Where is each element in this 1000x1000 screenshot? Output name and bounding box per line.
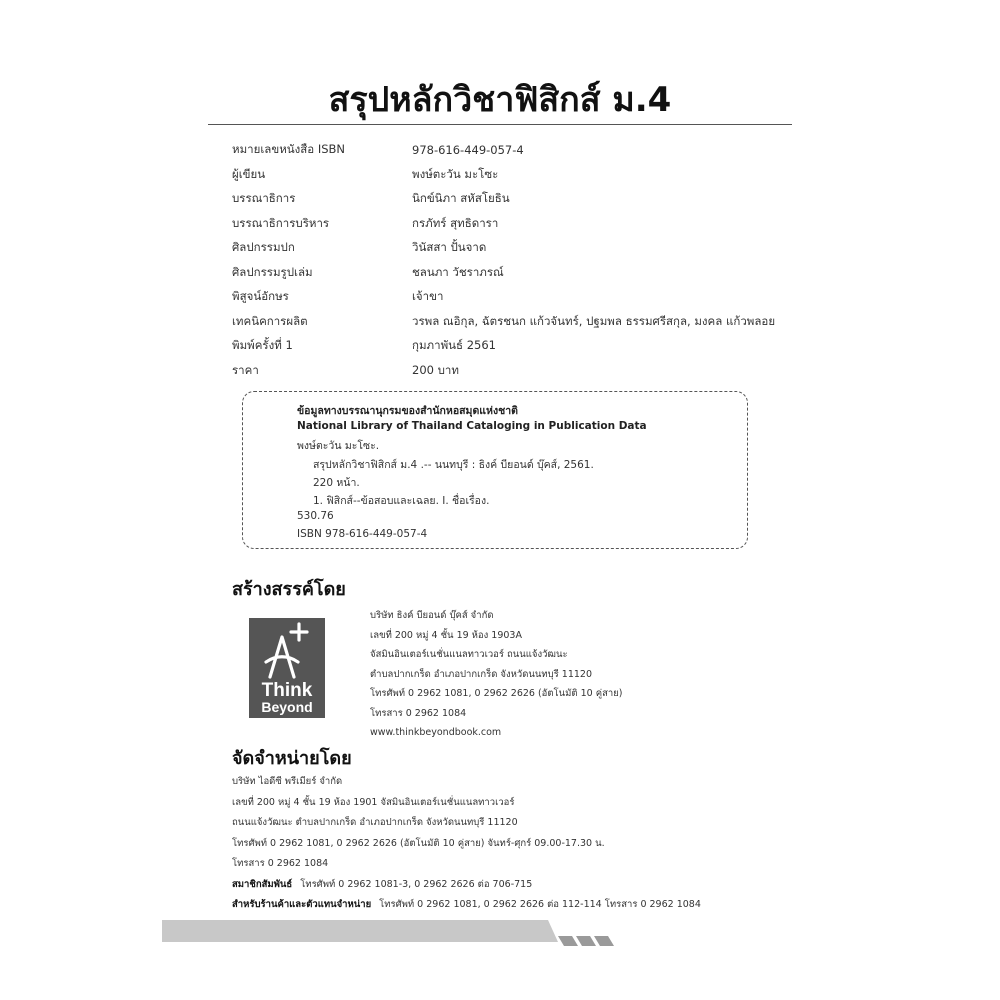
footer-band-stripe-3 [594, 936, 614, 946]
info-row-isbn [232, 138, 832, 163]
publisher-fax: โทรสาร 0 2962 1084 [370, 707, 467, 719]
dealer-value: โทรศัพท์ 0 2962 1081, 0 2962 2626 ต่อ 112-114 โทรสาร 0 2962 1084 [379, 899, 701, 910]
info-row-cover-art [232, 236, 832, 261]
distributor-address-1: เลขที่ 200 หมู่ 4 ชั้น 19 ห้อง 1901 จัสมินอินเตอร์เนชั่นแนลทาวเวอร์ [232, 796, 515, 808]
info-row-layout-art [232, 261, 832, 286]
info-label: พิสูจน์อักษร [232, 289, 289, 304]
distributor-fax: โทรสาร 0 2962 1084 [232, 858, 329, 869]
info-label: ศิลปกรรมรูปเล่ม [232, 264, 313, 279]
info-value: 200 บาท [412, 362, 459, 377]
info-row-price [232, 359, 832, 384]
info-label: พิมพ์ครั้งที่ 1 [232, 338, 293, 353]
info-value: กุมภาพันธ์ 2561 [412, 338, 496, 353]
cip-title-line: สรุปหลักวิชาฟิสิกส์ ม.4 .-- นนทบุรี : ธิงค์ บียอนด์ บุ๊คส์, 2561. [313, 459, 594, 471]
logo-beyond: Beyond [261, 699, 313, 715]
dealer-label: สำหรับร้านค้าและตัวแทนจำหน่าย [232, 899, 372, 910]
info-label: ศิลปกรรมปก [232, 240, 295, 255]
info-label: ราคา [232, 362, 259, 377]
publisher-address-2: จัสมินอินเตอร์เนชั่นแนลทาวเวอร์ ถนนแจ้งวัฒนะ [370, 649, 568, 660]
info-value: พงษ์ตะวัน มะโซะ [412, 166, 499, 181]
member-relations-value: โทรศัพท์ 0 2962 1081-3, 0 2962 2626 ต่อ 706-715 [300, 878, 533, 890]
info-value: เจ้าขา [412, 289, 444, 304]
info-row-managing-editor [232, 212, 832, 237]
logo-think: Think [261, 680, 313, 701]
info-label: บรรณาธิการ [232, 191, 296, 206]
publisher-phone: โทรศัพท์ 0 2962 1081, 0 2962 2626 (อัตโนมัติ 10 คู่สาย) [370, 688, 623, 699]
info-value: ชลนภา วัชราภรณ์ [412, 264, 504, 279]
info-value: กรภัทร์ สุทธิดารา [412, 215, 499, 230]
cip-subjects: 1. ฟิสิกส์--ข้อสอบและเฉลย. I. ชื่อเรื่อง. [313, 495, 490, 507]
info-label: ผู้เขียน [232, 166, 266, 181]
cip-pages: 220 หน้า. [313, 477, 360, 489]
distributor-details [232, 772, 701, 916]
info-label: เทคนิคการผลิต [232, 313, 308, 328]
info-value: 978-616-449-057-4 [412, 143, 524, 158]
cip-isbn: ISBN 978-616-449-057-4 [297, 528, 428, 540]
footer-decor-band [162, 912, 622, 952]
cip-data-box [242, 391, 748, 549]
footer-band-light [162, 920, 558, 942]
distributor-phone: โทรศัพท์ 0 2962 1081, 0 2962 2626 (อัตโนมัติ 10 คู่สาย) จันทร์-ศุกร์ 09.00-17.30 น. [232, 837, 605, 849]
info-value: วรพล ณอิกุล, ฉัตรชนก แก้วจันทร์, ปฐมพล ธรรมศรีสกุล, มงคล แก้วพลอย [412, 313, 776, 328]
cip-heading-thai: ข้อมูลทางบรรณานุกรมของสำนักหอสมุดแห่งชาติ [297, 405, 518, 417]
cip-classification: 530.76 [297, 510, 334, 522]
info-label: บรรณาธิการบริหาร [232, 215, 330, 230]
info-value: วินัสสา ปั้นจาด [412, 240, 487, 255]
publisher-heading: สร้างสรรค์โดย [232, 579, 346, 600]
publisher-company: บริษัท ธิงค์ บียอนด์ บุ๊คส์ จำกัด [370, 610, 494, 621]
distributor-heading: จัดจำหน่ายโดย [232, 748, 352, 769]
info-value: นิกข์นิภา สหัสโยธิน [412, 191, 510, 206]
think-beyond-logo [249, 618, 325, 718]
info-row-proofreader [232, 285, 832, 310]
member-relations-label: สมาชิกสัมพันธ์ [232, 878, 293, 890]
cip-author: พงษ์ตะวัน มะโซะ. [297, 440, 380, 452]
footer-band-stripe-1 [558, 936, 578, 946]
distributor-company: บริษัท ไอดีซี พรีเมียร์ จำกัด [232, 776, 343, 787]
member-relations-row [232, 875, 701, 896]
publisher-address-3: ตำบลปากเกร็ด อำเภอปากเกร็ด จังหวัดนนทบุรี 11120 [370, 668, 593, 680]
info-row-editor [232, 187, 832, 212]
a-plus-icon [249, 618, 325, 718]
distributor-address-2: ถนนแจ้งวัฒนะ ตำบลปากเกร็ด อำเภอปากเกร็ด จังหวัดนนทบุรี 11120 [232, 817, 518, 828]
page-title: สรุปหลักวิชาฟิสิกส์ ม.4 [328, 80, 672, 120]
publisher-address-1: เลขที่ 200 หมู่ 4 ชั้น 19 ห้อง 1903A [370, 629, 522, 641]
footer-band-stripe-2 [576, 936, 596, 946]
title-divider [208, 124, 792, 125]
publisher-details [370, 606, 622, 743]
info-row-author [232, 163, 832, 188]
publisher-website: www.thinkbeyondbook.com [370, 727, 502, 738]
info-row-edition [232, 334, 832, 359]
cip-heading-english: National Library of Thailand Cataloging in Publication Data [297, 420, 647, 432]
info-row-production [232, 310, 832, 335]
info-label: หมายเลขหนังสือ ISBN [232, 142, 346, 157]
imprint-info-table [232, 138, 832, 383]
